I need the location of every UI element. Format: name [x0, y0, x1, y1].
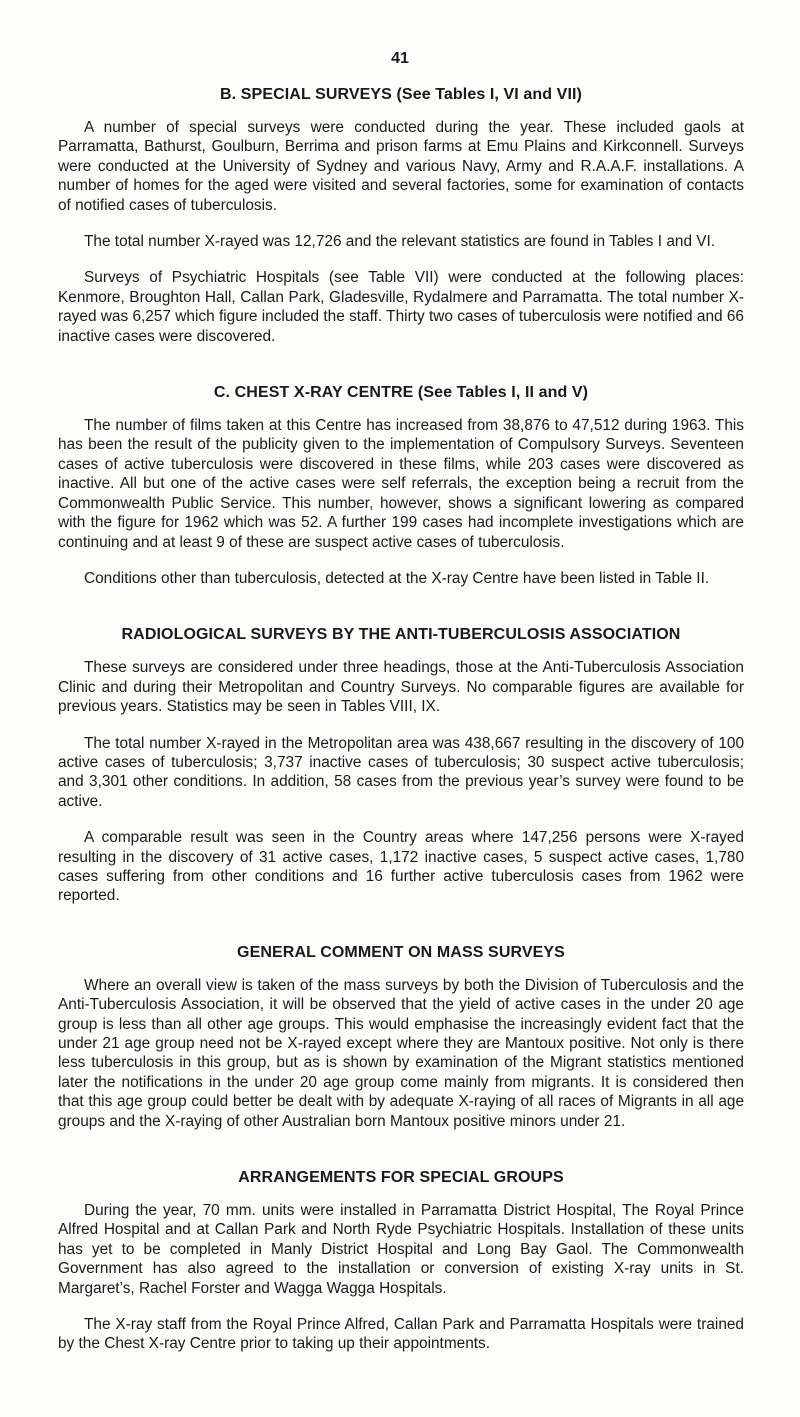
- paragraph: These surveys are considered under three headings, those at the Anti-Tuberculosis Association Clinic and during their Metropolitan and Country Surveys. No comparable figures are available for previous years. Statistics may be seen in Tables VIII, IX.: [58, 659, 744, 716]
- paragraph: Surveys of Psychiatric Hospitals (see Table VII) were conducted at the following places: Kenmore, Broughton Hall, Callan Park, Gladesville, Rydalmere and Parramatta. The total number X-rayed was 6,257 which figure included the staff. Thirty two cases of tuberculosis were notified and 66 inactive cases were discovered.: [58, 269, 744, 345]
- section-heading: ARRANGEMENTS FOR SPECIAL GROUPS: [238, 1169, 564, 1187]
- page-content: [58, 86, 744, 1354]
- section-special-groups: [58, 1169, 744, 1354]
- section-heading: B. SPECIAL SURVEYS (See Tables I, VI and VII): [220, 86, 582, 103]
- section-heading: GENERAL COMMENT ON MASS SURVEYS: [237, 943, 565, 961]
- section-heading: RADIOLOGICAL SURVEYS BY THE ANTI-TUBERCULOSIS ASSOCIATION: [121, 626, 681, 644]
- section-general-comment: [58, 944, 744, 1131]
- section-heading: C. CHEST X-RAY CENTRE (See Tables I, II and V): [213, 384, 589, 402]
- section-radiological-surveys: [58, 626, 744, 905]
- section-special-surveys: [58, 86, 744, 346]
- paragraph: During the year, 70 mm. units were installed in Parramatta District Hospital, The Royal Prince Alfred Hospital and at Callan Park and North Ryde Psychiatric Hospitals. Installation of these units has yet to be completed in Manly District Hospital and Long Bay Gaol. The Commonwealth Government has also agreed to the installation or conversion of existing X-ray units in St. Margaret’s, Rachel Forster and Wagga Wagga Hospitals.: [58, 1202, 744, 1297]
- paragraph: The number of films taken at this Centre has increased from 38,876 to 47,512 during 1963. This has been the result of the publicity given to the implementation of Compulsory Surveys. Seventeen cases of active tuberculosis were discovered in these films, while 203 cases were discovered as inactive. All but one of the active cases were self referrals, the exception being a recruit from the Commonwealth Public Service. This number, however, shows a significant lowering as compared with the figure for 1962 which was 52. A further 199 cases had incomplete investigations which are continuing and at least 9 of these are suspect active cases of tuberculosis.: [58, 417, 744, 551]
- paragraph: A number of special surveys were conducted during the year. These included gaols at Parramatta, Bathurst, Goulburn, Berrima and prison farms at Emu Plains and Kirkconnell. Surveys were conducted at the University of Sydney and various Navy, Army and R.A.A.F. installations. A number of homes for the aged were visited and several factories, some for examination of contacts of notified cases of tuberculosis.: [58, 119, 744, 214]
- paragraph: A comparable result was seen in the Country areas where 147,256 persons were X-rayed resulting in the discovery of 31 active cases, 1,172 inactive cases, 5 suspect active cases, 1,780 cases suffering from other conditions and 16 further active tuberculosis cases from 1962 were reported.: [58, 829, 744, 905]
- page-number: 41: [391, 50, 409, 67]
- paragraph: Where an overall view is taken of the mass surveys by both the Division of Tuberculosis and the Anti-Tuberculosis Association, it will be observed that the yield of active cases in the under 20 age group is less than all other age groups. This would emphasise the increasingly evident fact that the under 21 age group need not be X-rayed except where they are Mantoux positive. Not only is there less tuberculosis in this group, but as is shown by examination of the Migrant statistics mentioned later the notifications in the under 20 age group come mainly from migrants. It is considered then that this age group could better be dealt with by adequate X-raying of all races of Migrants in all age groups and the X-raying of other Australian born Mantoux positive minors under 21.: [58, 976, 744, 1130]
- section-chest-xray-centre: [58, 384, 744, 588]
- paragraph: The total number X-rayed in the Metropolitan area was 438,667 resulting in the discovery of 100 active cases of tuberculosis; 3,737 inactive cases of tuberculosis; 30 suspect active tuberculosis; and 3,301 other conditions. In addition, 58 cases from the previous year’s survey were found to be active.: [58, 734, 744, 810]
- paragraph: The X-ray staff from the Royal Prince Alfred, Callan Park and Parramatta Hospitals were trained by the Chest X-ray Centre prior to taking up their appointments.: [58, 1316, 744, 1353]
- paragraph: The total number X-rayed was 12,726 and the relevant statistics are found in Tables I and VI.: [84, 233, 716, 251]
- paragraph: Conditions other than tuberculosis, detected at the X-ray Centre have been listed in Table II.: [84, 569, 710, 587]
